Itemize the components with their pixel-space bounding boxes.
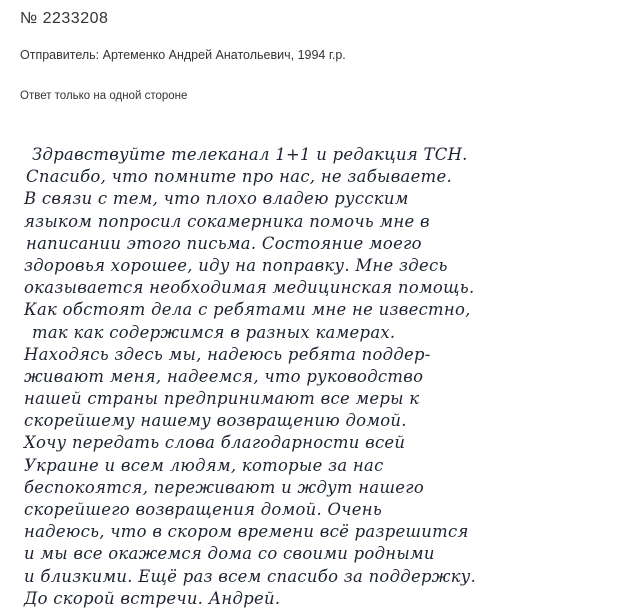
letter-line: живают меня, надеемся, что руководство — [24, 366, 424, 386]
letter-line: и близкими. Ещё раз всем спасибо за поддержку. — [24, 566, 477, 586]
letter-line: До скорой встречи. Андрей. — [24, 588, 281, 608]
letter-line: Находясь здесь мы, надеюсь ребята поддер- — [24, 344, 431, 364]
document-number: № 2233208 — [20, 10, 109, 27]
letter-line: Хочу передать слова благодарности всей — [24, 433, 406, 453]
letter-line: написании этого письма. Состояние моего — [26, 233, 422, 253]
letter-line: В связи с тем, что плохо владею русским — [24, 189, 409, 209]
letter-line: скорейшему нашему возвращению домой. — [24, 411, 407, 431]
reply-note: Ответ только на одной стороне — [20, 90, 188, 102]
letter-line: нашей страны предпринимают все меры к — [24, 389, 420, 409]
handwritten-letter — [24, 144, 614, 610]
letter-line: так как содержимся в разных камерах. — [32, 322, 396, 342]
letter-line: скорейшего возвращения домой. Очень — [24, 500, 383, 519]
letter-line: Украине и всем людям, которые за нас — [24, 455, 384, 475]
letter-line: оказывается необходимая медицинская помощь. — [24, 278, 475, 298]
letter-line: и мы все окажемся дома со своими родными — [24, 544, 435, 564]
letter-line: беспокоятся, переживают и ждут нашего — [24, 477, 425, 497]
letter-line: Здравствуйте телеканал 1+1 и редакция ТСН. — [32, 145, 468, 164]
letter-line: Спасибо, что помните про нас, не забываете. — [26, 167, 452, 187]
letter-line: здоровья хорошее, иду на поправку. Мне здесь — [24, 255, 448, 275]
letter-line: языком попросил сокамерника помочь мне в — [24, 211, 430, 231]
letter-line: надеюсь, что в скором времени всё разрешится — [24, 522, 469, 542]
letter-line: Как обстоят дела с ребятами мне не известно, — [24, 300, 471, 320]
sender-line: Отправитель: Артеменко Андрей Анатольевич, 1994 г.р. — [20, 48, 346, 62]
